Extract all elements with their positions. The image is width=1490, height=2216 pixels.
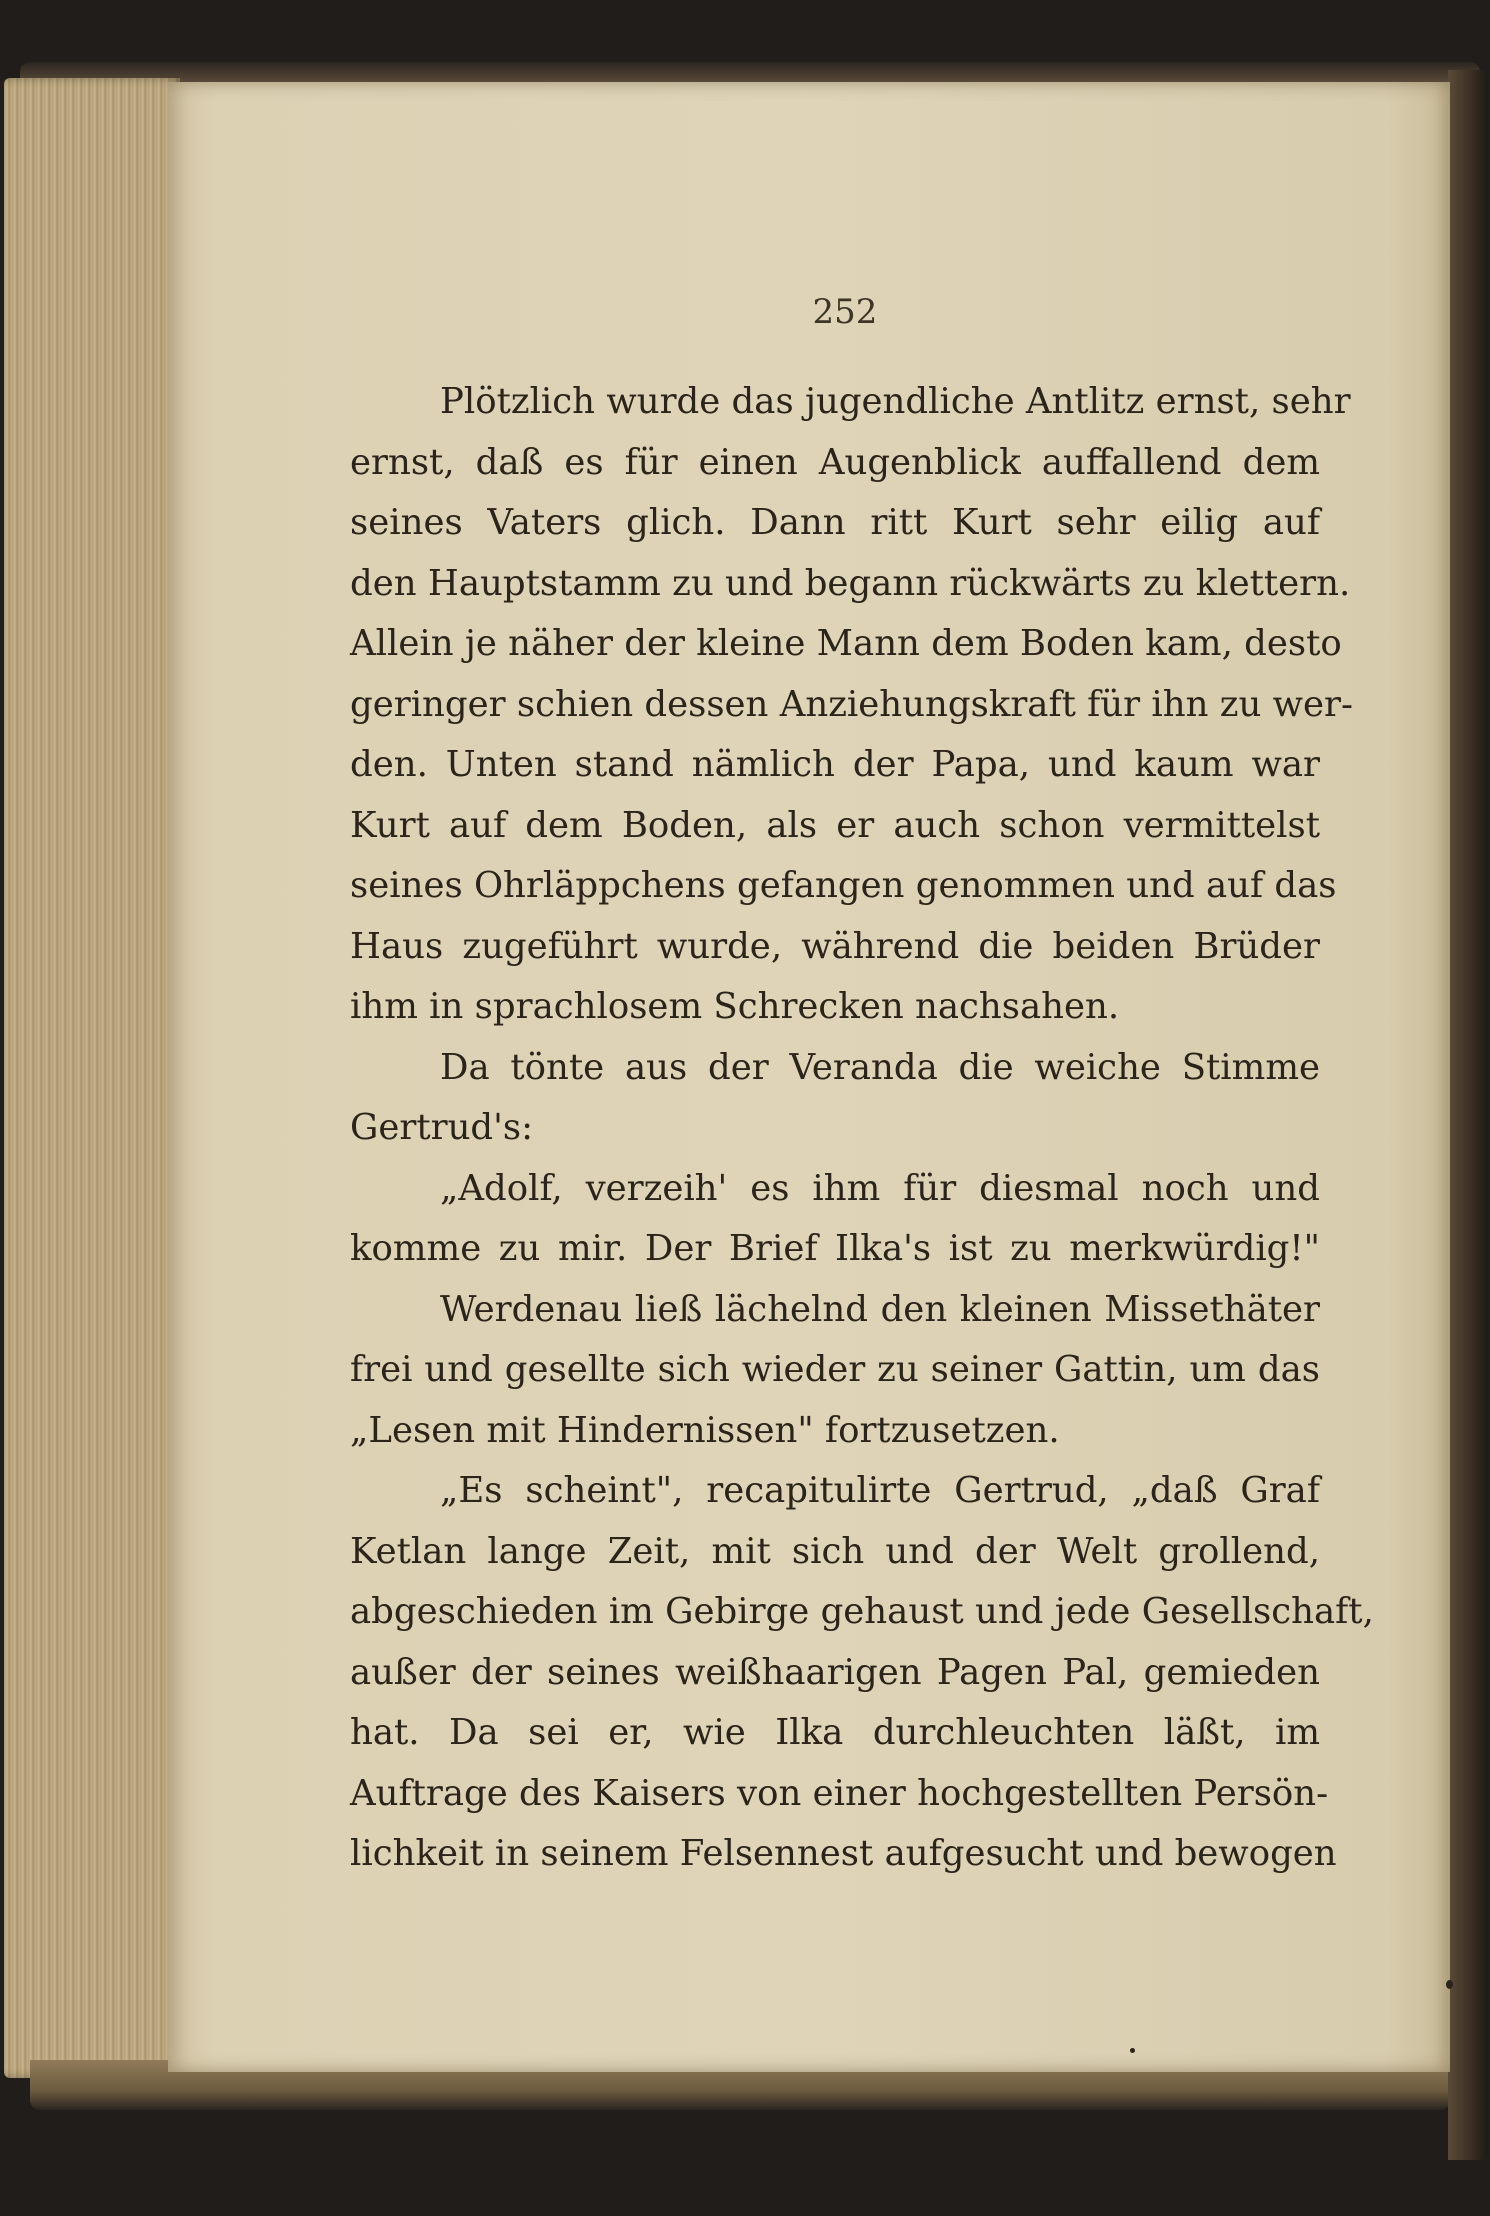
book-cover-top-edge — [20, 62, 1480, 84]
ink-speck — [1130, 2048, 1135, 2053]
text-line: geringer schien dessen Anziehungskraft für ihn zu wer- — [350, 683, 1353, 725]
text-line: Haus zugeführt wurde, während die beiden Brüder — [350, 925, 1320, 967]
text-line: hat. Da sei er, wie Ilka durchleuchten läßt, im — [350, 1712, 1320, 1753]
text-line: lichkeit in seinem Felsennest aufgesucht und bewogen — [350, 1833, 1337, 1874]
page-number: 252 — [812, 292, 878, 332]
text-line: seines Ohrläppchens gefangen genommen und auf das — [350, 865, 1337, 906]
book-cover-right-edge — [1448, 70, 1488, 2160]
text-line: Kurt auf dem Boden, als er auch schon vermittelst — [350, 804, 1320, 846]
text-line: „Lesen mit Hindernissen" fortzusetzen. — [350, 1409, 1060, 1451]
book-page-edges — [4, 78, 180, 2078]
text-line: ihm in sprachlosem Schrecken nachsahen. — [350, 986, 1120, 1027]
text-line: Gertrud's: — [350, 1107, 534, 1148]
text-line: Werdenau ließ lächelnd den kleinen Missethäter — [440, 1288, 1320, 1330]
page-text — [350, 372, 1374, 1885]
text-line: Ketlan lange Zeit, mit sich und der Welt grollend, — [350, 1530, 1320, 1572]
text-line: Auftrage des Kaisers von einer hochgestellten Persön- — [350, 1772, 1329, 1814]
text-line: frei und gesellte sich wieder zu seiner Gattin, um das — [350, 1349, 1320, 1390]
text-line: seines Vaters glich. Dann ritt Kurt sehr eilig auf — [350, 502, 1320, 543]
text-line: komme zu mir. Der Brief Ilka's ist zu merkwürdig!" — [350, 1228, 1320, 1269]
text-line: Plötzlich wurde das jugendliche Antlitz ernst, sehr — [440, 381, 1351, 422]
text-line: Da tönte aus der Veranda die weiche Stimme — [440, 1046, 1320, 1088]
text-line: „Es scheint", recapitulirte Gertrud, „daß Graf — [440, 1470, 1320, 1511]
text-line: „Adolf, verzeih' es ihm für diesmal noch und — [440, 1167, 1320, 1209]
ink-speck — [1446, 1980, 1453, 1989]
text-line: den Hauptstamm zu und begann rückwärts zu klettern. — [350, 562, 1351, 604]
text-line: Allein je näher der kleine Mann dem Boden kam, desto — [350, 623, 1342, 664]
text-line: den. Unten stand nämlich der Papa, und kaum war — [350, 744, 1320, 785]
text-line: ernst, daß es für einen Augenblick auffallend dem — [350, 441, 1320, 483]
text-line: abgeschieden im Gebirge gehaust und jede Gesellschaft, — [350, 1591, 1374, 1632]
text-line: außer der seines weißhaarigen Pagen Pal, gemieden — [350, 1651, 1320, 1693]
